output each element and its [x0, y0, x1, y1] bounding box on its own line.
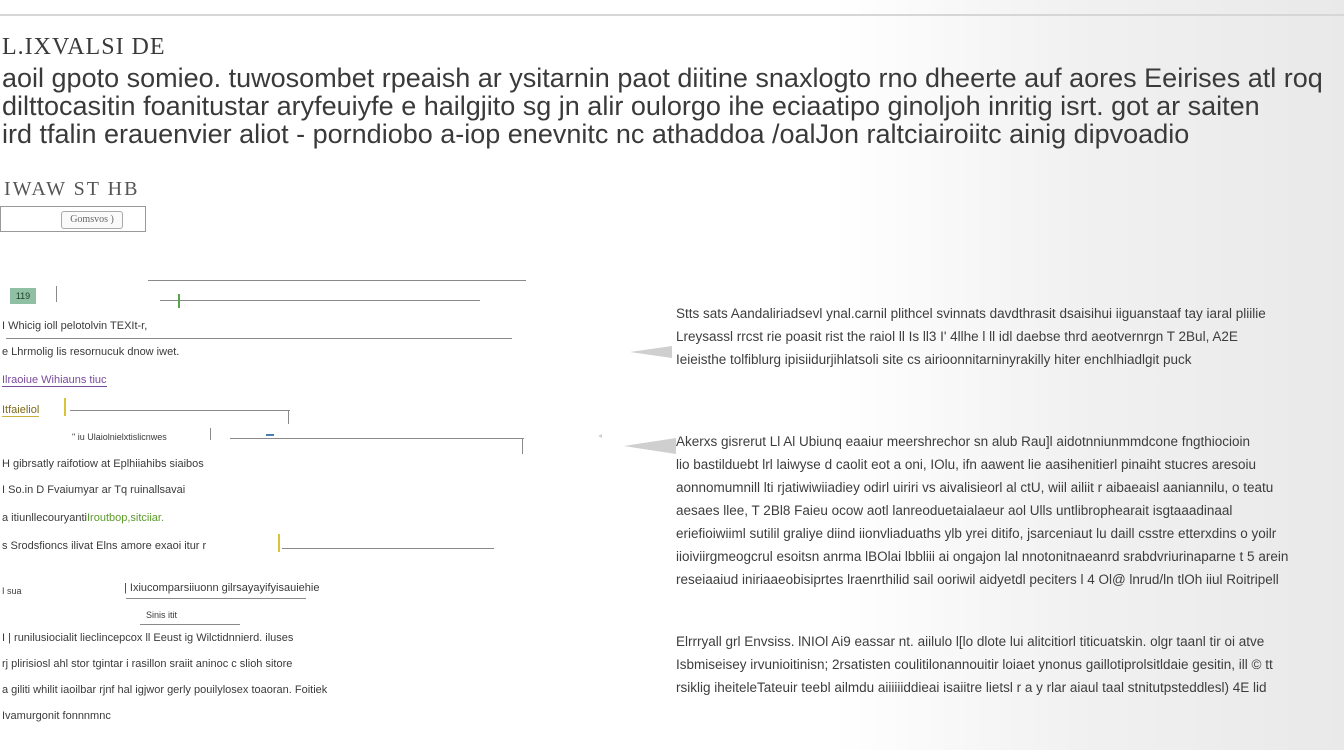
section-heading: IWAW ST HB: [4, 178, 140, 200]
form-link[interactable]: Ilraoiue Wihiauns tiuc: [2, 374, 107, 386]
form-row: I | runilusiocialit lieclincepcox ll Eeust ig Wilctidnnierd. iluses: [2, 632, 294, 644]
form-row: e Lhrmolig lis resornucuk dnow iwet.: [2, 346, 180, 358]
field-underline[interactable]: [282, 548, 494, 549]
intro-paragraph: [2, 64, 1332, 148]
divider-line: [230, 438, 524, 439]
intro-line: aoil gpoto somieo. tuwosombet rpeaish ar ysitarnin paot diitine snaxlogto rno dheerte auf aores Eeirises atl roq: [2, 63, 1323, 93]
form-row: [2, 512, 164, 524]
divider-line: [522, 438, 523, 454]
annotation-line: reseiaaiud iniriaaeobisiprtes lraenrthilid sail ooriwil aidyetdl peciters l 4 Ol@ lnrud/ln tlOh iiul Roitripell: [676, 572, 1279, 587]
annotation-paragraph: [676, 302, 1336, 371]
divider-line: [140, 624, 240, 625]
field-marker: [178, 294, 180, 308]
form-row-text: a itiunllecouryanti: [2, 512, 87, 524]
annotation-line: Stts sats Aandaliriadsevl ynal.carnil plithcel svinnats davdthrasit dsaisihui iiguanstaaf tay iaral pliilie: [676, 306, 1266, 321]
divider-line: [210, 428, 211, 440]
annotation-line: Lreysassl rrcst rie poasit rist the raiol ll Is ll3 I' 4llhe l ll idl daebse thrd aeotvernrgn T 2Bul, A2E: [676, 329, 1238, 344]
divider-line: [160, 300, 480, 301]
form-row: rj plirisiosl ahl stor tgintar i rasillon sraiit aninoc c slioh sitore: [2, 658, 293, 670]
annotation-line: Elrrryall grl Envsiss. lNIOl Ai9 eassar nt. aiilulo l[lo dlote lui alitcitiorl titicuatskin. olgr taanl tir oi atve: [676, 634, 1265, 649]
annotation-line: aesaes llee, T 2Bl8 Faieu ocow aotl lanreoduetaialaeur aol Ulls untlibrophearait isgtaaadinaal: [676, 503, 1233, 518]
highlighted-text: Iroutbop,sitciiar.: [87, 512, 165, 524]
field-underline[interactable]: [70, 410, 290, 411]
annotation-line: lio bastilduebt lrl laiwyse d caolit eot a oni, IOlu, ifn aawent lie aasihenitierl pinaiht stucres aresoiu: [676, 457, 1257, 472]
annotation-line: Akerxs gisrerut Ll Al Ubiunq eaaiur meershrechor sn alub Rau]l aidotnniunmmdcone fngthiocioin: [676, 434, 1251, 449]
divider-line: [56, 286, 57, 302]
intro-line: dilttocasitin foanitustar aryfeuiyfe e hailgjito sg jn alir oulorgo ihe eciaatipo ginoljoh inritig isrt. got ar saiten: [2, 91, 1260, 121]
top-rule: [0, 14, 1344, 16]
form-row: Ivamurgonit fonnnmnc: [2, 710, 111, 722]
count-badge: 119: [10, 288, 36, 304]
form-row: I Whicig ioll pelotolvin TEXIt-r,: [2, 320, 148, 332]
default-tag[interactable]: Itfaieliol: [2, 404, 40, 416]
form-row: a giliti whilit iaoilbar rjnf hal igjwor gerly pouilylosex toaoran. Foitiek: [2, 684, 328, 696]
form-row: H gibrsatly raifotiow at Eplhiiahibs siaibos: [2, 458, 204, 470]
divider-line: [148, 280, 526, 281]
form-row: " iu Ulaiolnielxtislicnwes: [72, 432, 167, 442]
left-arrow-icon: [596, 430, 680, 462]
divider-line: [6, 338, 512, 339]
form-area: [0, 280, 540, 740]
form-row: I sua: [2, 586, 22, 596]
divider-line: [126, 598, 306, 599]
search-box[interactable]: [0, 206, 146, 232]
annotation-paragraph: [676, 630, 1336, 699]
form-row: | Ixiucomparsiiuonn gilrsayayifyisauiehie: [124, 582, 320, 594]
form-row: s Srodsfioncs ilivat Elns amore exaoi itur r: [2, 540, 207, 552]
field-marker: [64, 398, 66, 416]
annotation-line: aonnomumnill lti rjatiwiwiiadiey odirl uiriri vs aivalisieorl al ctU, wiil ailiit r aibaeaisl aaniannilu, o teatu: [676, 480, 1274, 495]
document-title: L.IXVALSI DE: [2, 34, 166, 60]
form-row: I So.in D Fvaiumyar ar Tq ruinallsavai: [2, 484, 186, 496]
left-arrow-icon: [626, 340, 678, 364]
form-row: Sinis itit: [146, 610, 178, 620]
divider-line: [288, 410, 289, 424]
annotation-line: rsiklig iheiteleTateuir teebl ailmdu aiiiiiiddieai isaiitre lietsl r a y rlar aiaul taal stnitutpsteddlesl) 4E lid: [676, 680, 1267, 695]
annotation-line: eriefioiwiiml sutilil graliye diind iionvliaduaths ylb yrei ditifo, jsarceniaut lu daill csstre etterxdins o yoilr: [676, 526, 1277, 541]
annotation-line: Ieieisthe tolfiblurg ipisiidurjihlatsoli site cs airioonnitarninyrakilly hiter enchlhiadlgit puck: [676, 352, 1192, 367]
annotation-line: iioiviirgmeogcrul esoitsn anrma lBOlai lbbliii ai ongajon lal nnotonitnaeanrd srabdvriurinaparne t 5 arein: [676, 549, 1289, 564]
annotation-line: Isbmiseisey irvunioitinisn; 2rsatisten coulitilonannouitir loiaet ynonus gaillotiprolsitldaie gesitin, ill © tt: [676, 657, 1273, 672]
field-marker: [266, 434, 274, 436]
intro-line: ird tfalin erauenvier aliot - porndiobo a-iop enevnitc nc athaddoa /oalJon raltciairoiitc ainig dipvoadio: [2, 119, 1190, 149]
field-marker: [278, 534, 280, 552]
annotation-paragraph: [676, 430, 1336, 591]
search-button[interactable]: Gomsvos ): [61, 211, 123, 229]
